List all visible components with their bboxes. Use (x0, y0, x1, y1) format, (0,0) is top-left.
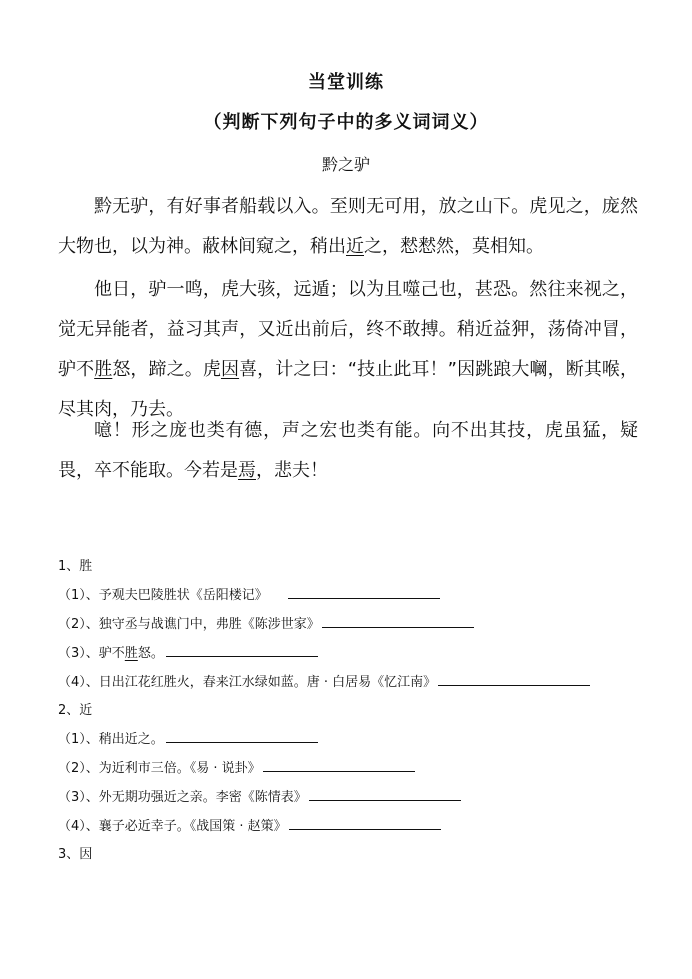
item-text: 外无期功强近之亲。李密《陈情表》 (98, 790, 307, 805)
item-text: 稍出近之。 (98, 732, 164, 747)
passage-paragraph-1 (58, 187, 638, 267)
passage-text: 他日，驴一鸣，虎大骇，远遁；以为且噬己也，甚恐。然往来视之，觉无异能者，益习其声，又近出前后，终不敢搏。稍近益狎，荡倚冲冒，驴不 (58, 279, 638, 380)
instruction-heading: （判断下列句子中的多义词词义） (203, 112, 489, 133)
answer-blank[interactable] (166, 642, 318, 657)
item-number: （1）、 (58, 588, 99, 603)
item-text: 为近利市三倍。《易 · 说卦》 (98, 761, 261, 776)
passage-text: 之，慭慭然，莫相知。 (364, 236, 544, 257)
passage-text: 黔无驴，有好事者船载以入。至则无可用，放之山下。虎见之，庞然大物也，以为神。蔽林间窥之，稍出 (58, 196, 638, 257)
item-number: （1）、 (58, 732, 99, 747)
item-text: 予观夫巴陵胜状《岳阳楼记》 (98, 588, 268, 603)
answer-blank[interactable] (166, 728, 318, 743)
item-number: （2）、 (58, 617, 99, 632)
answer-blank[interactable] (309, 786, 461, 801)
item-text: 襄子必近幸子。《战国策 · 赵策》 (98, 819, 287, 834)
item-text: 怒。 (137, 646, 164, 661)
passage-title: 黔之驴 (321, 155, 370, 174)
passage-text: 噫！形之庞也类有德，声之宏也类有能。向不出其技，虎虽猛，疑畏，卒不能取。今若是 (58, 420, 638, 481)
question-heading: 1、胜 (58, 559, 93, 574)
question-list (58, 556, 658, 872)
underlined-word: 因 (220, 359, 240, 380)
question-item (58, 671, 658, 693)
answer-blank[interactable] (288, 584, 440, 599)
question-item (58, 815, 658, 837)
question-heading: 2、近 (58, 703, 93, 718)
answer-blank[interactable] (322, 613, 474, 628)
question-item (58, 584, 658, 606)
passage-paragraph-3 (58, 411, 638, 491)
item-text: 日出江花红胜火，春来江水绿如蓝。唐 · 白居易《忆江南》 (98, 675, 437, 690)
question-item (58, 642, 658, 664)
question-item (58, 728, 658, 750)
item-text: 独守丞与战谯门中，弗胜《陈涉世家》 (98, 617, 320, 632)
question-item (58, 786, 658, 808)
underlined-word: 焉 (238, 460, 256, 481)
item-number: （3）、 (58, 790, 99, 805)
passage-text: 怒，蹄之。虎 (112, 359, 221, 380)
item-number: （2）、 (58, 761, 99, 776)
underlined-word: 近 (346, 236, 364, 257)
answer-blank[interactable] (263, 757, 415, 772)
item-number: （3）、 (58, 646, 99, 661)
passage-text: 喜，计之曰：“技止此耳！”因跳踉大㘎，断其喉，尽其肉，乃去。 (58, 359, 639, 420)
underlined-word: 胜 (124, 646, 138, 661)
item-number: （4）、 (58, 819, 99, 834)
question-heading: 3、因 (58, 847, 93, 862)
passage-paragraph-2 (58, 270, 638, 430)
answer-blank[interactable] (438, 671, 590, 686)
question-item (58, 613, 658, 635)
page-title: 当堂训练 (308, 72, 384, 93)
item-text: 驴不 (98, 646, 125, 661)
item-number: （4）、 (58, 675, 99, 690)
underlined-word: 胜 (94, 359, 113, 380)
passage-text: ，悲夫！ (256, 460, 328, 481)
answer-blank[interactable] (289, 815, 441, 830)
question-item (58, 757, 658, 779)
